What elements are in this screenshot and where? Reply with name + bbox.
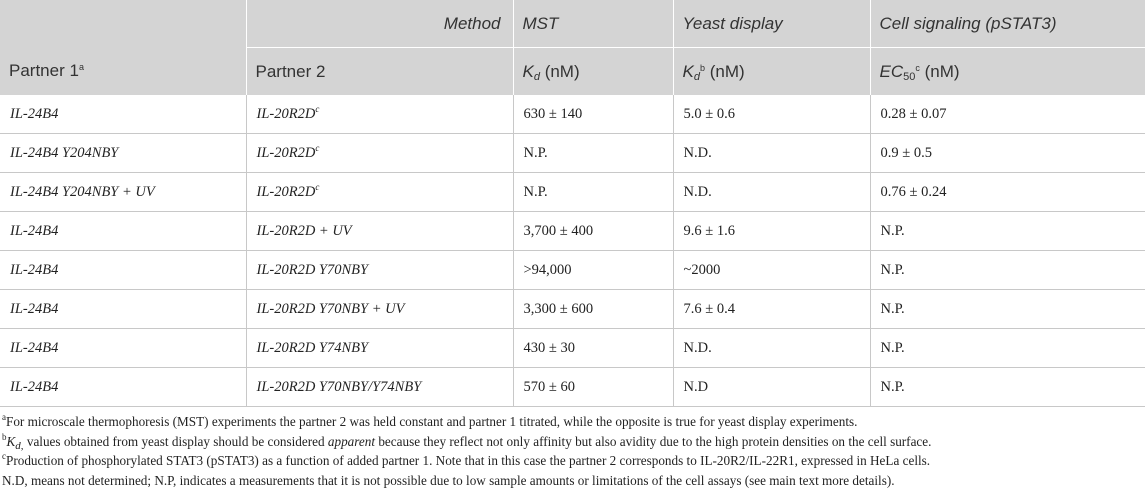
cell-signaling-cell: N.P. — [870, 251, 1145, 290]
kd-subscript: d — [533, 70, 540, 83]
table-row — [0, 95, 1145, 134]
footnote-a-mark: a — [2, 412, 6, 422]
ec-subscript: 50 — [903, 70, 916, 83]
footnote-b-italic: apparent — [327, 433, 376, 449]
mst-cell: >94,000 — [513, 251, 673, 290]
footnote-a-text: For microscale thermophoresis (MST) experiments the partner 2 was held constant and partner 1 titrated, while the opposite is true for yeast display experiments. — [6, 414, 858, 429]
partner1-cell: IL-24B4 — [0, 251, 246, 290]
partner2-cell: IL-20R2D Y70NBY/Y74NBY — [246, 368, 513, 407]
table-row — [0, 290, 1145, 329]
ec50-header — [870, 48, 1145, 96]
partner2-cell: $IL-20R2D^c$ — [246, 95, 513, 134]
cell-signaling-cell: 0.9 ± 0.5 — [870, 134, 1145, 173]
partner1-cell: IL-24B4 — [0, 329, 246, 368]
table-row — [0, 134, 1145, 173]
header-row-columns — [0, 48, 1145, 96]
cell-signaling-cell: 0.76 ± 0.24 — [870, 173, 1145, 212]
header-blank-cell — [0, 0, 246, 48]
table-row — [0, 368, 1145, 407]
partner1-cell: IL-24B4 — [0, 95, 246, 134]
cell-signaling-cell: N.P. — [870, 212, 1145, 251]
partner1-cell: IL-24B4 Y204NBY + UV — [0, 173, 246, 212]
yeast-cell: N.D. — [673, 134, 870, 173]
table-row — [0, 251, 1145, 290]
table-row — [0, 212, 1145, 251]
partner1-header — [0, 48, 246, 96]
cell-signaling-cell: N.P. — [870, 290, 1145, 329]
kd-unit: (nM) — [539, 61, 580, 81]
partner2-cell: IL-20R2D + UV — [246, 212, 513, 251]
partner1-cell: IL-24B4 — [0, 368, 246, 407]
ec-unit: (nM) — [919, 61, 960, 81]
mst-cell: N.P. — [513, 173, 673, 212]
mst-cell: N.P. — [513, 134, 673, 173]
yeast-cell: N.D — [673, 368, 870, 407]
table-row — [0, 329, 1145, 368]
yeast-cell: N.D. — [673, 173, 870, 212]
kd-subscript: d — [693, 70, 700, 83]
ec-symbol: EC — [879, 61, 904, 81]
footnote-nd: N.D, means not determined; N.P, indicates a measurements that it is not possible due to low sample amounts or limitations of the cell assays (see main text more details). — [2, 472, 895, 488]
yeast-cell: 9.6 ± 1.6 — [673, 212, 870, 251]
table-row — [0, 173, 1145, 212]
partner2-header: Partner 2 — [246, 48, 513, 96]
method-label: Method — [246, 0, 513, 48]
partner2-cell: $IL-20R2D^c$ — [246, 134, 513, 173]
kd-symbol: K — [682, 61, 694, 81]
footnote-b-text-1: values obtained from yeast display should be considered — [23, 433, 328, 449]
yeast-cell: 5.0 ± 0.6 — [673, 95, 870, 134]
footnote-b-symbol: K — [6, 433, 16, 449]
partner1-footnote-mark: a — [78, 62, 84, 73]
cell-signaling-cell: N.P. — [870, 329, 1145, 368]
partner2-cell: $IL-20R2D^c$ — [246, 173, 513, 212]
footnote-a — [2, 412, 1143, 432]
footnote-c — [2, 451, 1143, 471]
mst-cell: 3,300 ± 600 — [513, 290, 673, 329]
footnote-b — [2, 432, 1143, 452]
yeast-cell: 7.6 ± 0.4 — [673, 290, 870, 329]
cell-signaling-cell: 0.28 ± 0.07 — [870, 95, 1145, 134]
mst-kd-header — [513, 48, 673, 96]
partner2-cell: IL-20R2D Y70NBY — [246, 251, 513, 290]
footnote-c-text: Production of phosphorylated STAT3 (pSTAT3) as a function of added partner 1. Note that in this case the partner 2 corresponds to IL-20R2/IL-22R1, expressed in HeLa cells. — [6, 453, 931, 468]
yeast-kd-header — [673, 48, 870, 96]
kd-footnote-mark: b — [699, 62, 705, 73]
footnote-c-mark: c — [2, 451, 6, 461]
footnote-b-text-2: because they reflect not only affinity but also avidity due to the high protein densities on the cell surface. — [375, 433, 932, 449]
partner1-cell: IL-24B4 Y204NBY — [0, 134, 246, 173]
partner1-cell: IL-24B4 — [0, 212, 246, 251]
partner1-cell: IL-24B4 — [0, 290, 246, 329]
mst-cell: 630 ± 140 — [513, 95, 673, 134]
mst-cell: 430 ± 30 — [513, 329, 673, 368]
yeast-display-header: Yeast display — [673, 0, 870, 48]
yeast-cell: ~2000 — [673, 251, 870, 290]
yeast-cell: N.D. — [673, 329, 870, 368]
footnote-b-subscript: d, — [15, 439, 24, 452]
header-row-methods — [0, 0, 1145, 48]
footnote-b-mark: b — [2, 431, 7, 442]
table-footnotes — [0, 407, 1145, 490]
kd-unit: (nM) — [704, 61, 745, 81]
mst-cell: 3,700 ± 400 — [513, 212, 673, 251]
partner2-cell: IL-20R2D Y70NBY + UV — [246, 290, 513, 329]
cell-signaling-header: Cell signaling (pSTAT3) — [870, 0, 1145, 48]
partner1-label: Partner 1 — [9, 61, 79, 81]
partner2-cell: IL-20R2D Y74NBY — [246, 329, 513, 368]
mst-header: MST — [513, 0, 673, 48]
kd-symbol: K — [522, 61, 534, 81]
ec-footnote-mark: c — [915, 62, 920, 73]
cell-signaling-cell: N.P. — [870, 368, 1145, 407]
mst-cell: 570 ± 60 — [513, 368, 673, 407]
